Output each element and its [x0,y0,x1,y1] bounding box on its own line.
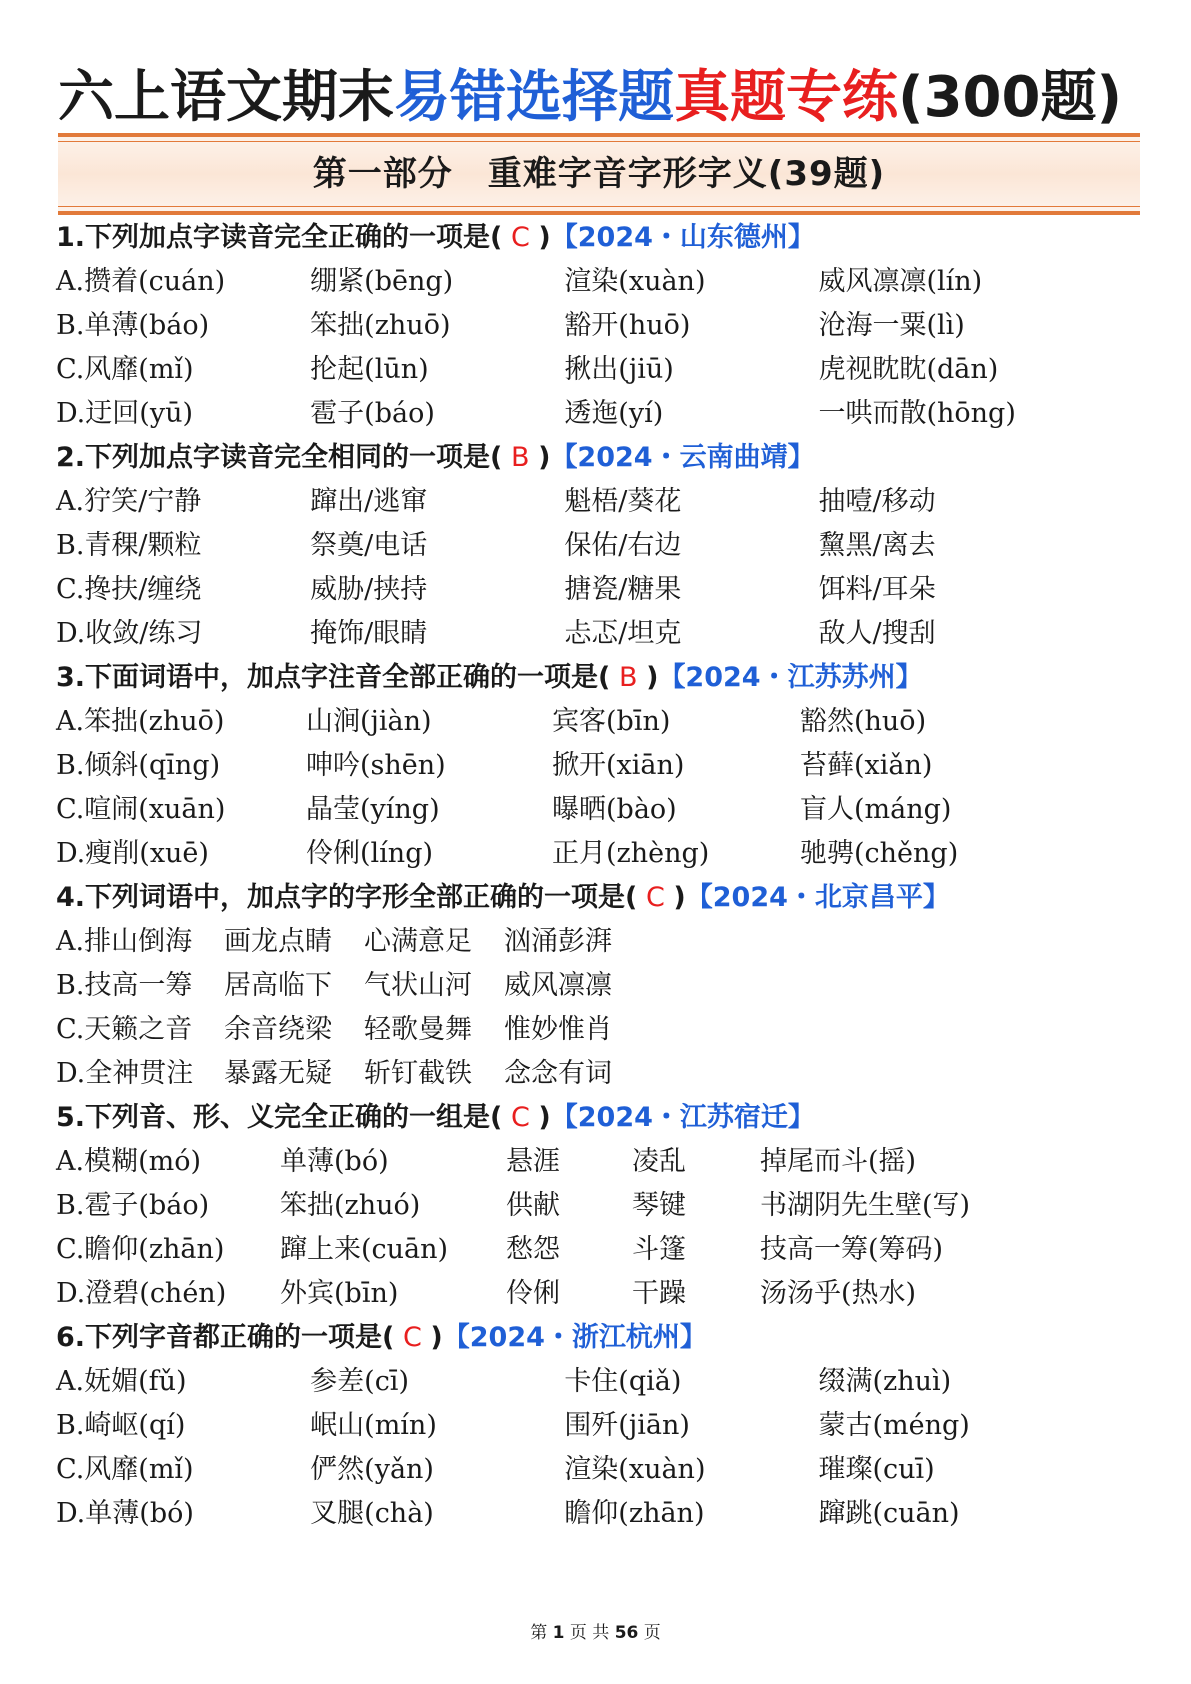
option-text: 妩媚(fǔ) [84,1366,187,1397]
option-text: 蹿出/逃窜 [310,486,428,517]
option-first-item [56,1360,310,1404]
option-first-item [56,260,310,304]
option-text: 雹子(báo) [84,1190,210,1221]
option-label: A. [56,1366,85,1397]
option-text: 渲染(xuàn) [564,1454,706,1485]
option-first-item [56,524,310,568]
option-row [56,524,1156,568]
option-text: 暴露无疑 [224,1058,332,1089]
option-item [760,1272,1100,1316]
stem-text: 1.下列加点字读音完全正确的一项是( [56,222,503,253]
option-first-item [56,700,306,744]
option-item [800,744,1140,788]
option-item [818,1492,1156,1536]
option-first-item [56,1404,310,1448]
option-text: 外宾(bīn) [280,1278,399,1309]
option-first-item [56,788,306,832]
option-first-item [56,1492,310,1536]
option-text: 笨拙(zhuō) [310,310,451,341]
option-text: 惟妙惟肖 [504,1014,612,1045]
option-item [506,1184,632,1228]
stem-close-paren: ) [673,882,686,913]
option-item [760,1228,1100,1272]
option-text: 汤汤乎(热水) [760,1278,917,1309]
option-text: 抽噎/移动 [818,486,936,517]
option-text: 揪出(jiū) [564,354,674,385]
option-item [564,1404,818,1448]
option-item [224,920,364,964]
option-text: 搀扶/缠绕 [84,574,202,605]
question-stem [56,656,1156,700]
option-item [818,1360,1156,1404]
option-label: D. [56,618,86,649]
option-first-item [56,568,310,612]
option-label: D. [56,398,86,429]
option-text: 沧海一粟(lì) [818,310,965,341]
option-item [552,788,800,832]
option-item [504,920,844,964]
option-text: 轻歌曼舞 [364,1014,472,1045]
option-text: 缀满(zhuì) [818,1366,952,1397]
option-text: 画龙点睛 [224,926,332,957]
option-item [310,1492,564,1536]
title-part-3: 真题专练 [674,65,898,130]
stem-close-paren: ) [538,1102,551,1133]
option-text: 凌乱 [632,1146,686,1177]
option-item [306,788,552,832]
option-text: 供献 [506,1190,560,1221]
option-text: 威胁/挟持 [310,574,428,605]
option-text: 忐忑/坦克 [564,618,682,649]
option-text: 透迤(yí) [564,398,664,429]
option-label: A. [56,486,85,517]
option-label: C. [56,574,85,605]
option-text: 排山倒海 [84,926,193,957]
option-row [56,1448,1156,1492]
option-label: B. [56,310,85,341]
option-text: 祭奠/电话 [310,530,428,561]
option-item [564,304,818,348]
answer-letter: C [502,1102,539,1133]
option-item [224,1052,364,1096]
option-item [818,480,1156,524]
option-text: 倾斜(qīng) [84,750,221,781]
option-first-item [56,1052,224,1096]
footer-pre: 第 [530,1623,553,1643]
answer-letter: C [394,1322,431,1353]
option-first-item [56,1184,280,1228]
section-banner [58,133,1140,215]
option-item [818,1448,1156,1492]
option-text: 魁梧/葵花 [564,486,682,517]
option-text: 渲染(xuàn) [564,266,706,297]
option-text: 收敛/练习 [85,618,203,649]
source-tag: 【2024・云南曲靖】 [550,442,815,473]
option-text: 单薄(bó) [280,1146,389,1177]
option-item [818,568,1156,612]
question-5 [56,1096,1156,1316]
option-first-item [56,1228,280,1272]
option-label: C. [56,794,85,825]
source-tag: 【2024・浙江杭州】 [442,1322,707,1353]
option-text: 掉尾而斗(摇) [760,1146,917,1177]
answer-letter: C [637,882,674,913]
option-text: 风靡(mǐ) [84,354,194,385]
question-1 [56,216,1156,436]
option-label: D. [56,838,86,869]
option-text: 掀开(xiān) [552,750,685,781]
option-text: 居高临下 [224,970,332,1001]
option-item [564,1492,818,1536]
option-text: 斗篷 [632,1234,686,1265]
option-item [760,1140,1100,1184]
option-item [310,1404,564,1448]
option-text: 全神贯注 [85,1058,194,1089]
option-item [310,1448,564,1492]
option-label: C. [56,1454,85,1485]
question-6 [56,1316,1156,1536]
option-row [56,964,1156,1008]
option-text: 天籁之音 [84,1014,193,1045]
option-row [56,348,1156,392]
option-text: 念念有词 [504,1058,612,1089]
option-item [818,612,1156,656]
option-row [56,1140,1156,1184]
option-text: 绷紧(bēng) [310,266,454,297]
option-text: 雹子(báo) [310,398,435,429]
option-row [56,1272,1156,1316]
footer-page-number: 1 [552,1623,565,1643]
option-label: A. [56,926,85,957]
option-item [364,1008,504,1052]
option-text: 崎岖(qí) [84,1410,186,1441]
stem-text: 6.下列字音都正确的一项是( [56,1322,395,1353]
option-text: 叉腿(chà) [310,1498,434,1529]
option-row [56,612,1156,656]
option-first-item [56,1272,280,1316]
option-item [818,304,1156,348]
option-text: 瘦削(xuē) [85,838,209,869]
option-text: 蒙古(méng) [818,1410,970,1441]
option-label: C. [56,1014,85,1045]
option-text: 悬涯 [506,1146,560,1177]
option-item [552,744,800,788]
option-text: 豁然(huō) [800,706,927,737]
footer-post: 页 [638,1623,661,1643]
option-row [56,700,1156,744]
option-text: 单薄(bó) [85,1498,194,1529]
option-item [552,700,800,744]
option-first-item [56,612,310,656]
option-item [818,1404,1156,1448]
option-text: 卡住(qiǎ) [564,1366,682,1397]
option-text: 笨拙(zhuō) [84,706,225,737]
title-part-1: 六上语文期末 [58,65,394,130]
option-item [224,964,364,1008]
option-row [56,920,1156,964]
option-text: 心满意足 [364,926,472,957]
option-label: C. [56,354,85,385]
question-stem [56,436,1156,480]
option-label: D. [56,1498,86,1529]
option-text: 敌人/搜刮 [818,618,936,649]
stem-close-paren: ) [646,662,659,693]
option-item [306,832,552,876]
option-text: 围歼(jiān) [564,1410,690,1441]
option-text: 干躁 [632,1278,686,1309]
option-item [564,524,818,568]
option-text: 山涧(jiàn) [306,706,432,737]
option-item [564,612,818,656]
option-item [310,480,564,524]
stem-text: 4.下列词语中，加点字的字形全部正确的一项是( [56,882,638,913]
option-text: 保佑/右边 [564,530,682,561]
source-tag: 【2024・山东德州】 [550,222,815,253]
option-row [56,1360,1156,1404]
option-item [310,1360,564,1404]
option-text: 搪瓷/糖果 [564,574,682,605]
option-row [56,304,1156,348]
option-item [800,832,1140,876]
footer-total-pages: 56 [614,1623,639,1643]
option-row [56,480,1156,524]
option-text: 气状山河 [364,970,472,1001]
option-text: 威风凛凛(lín) [818,266,983,297]
option-row [56,788,1156,832]
option-label: B. [56,750,85,781]
option-item [800,700,1140,744]
question-3 [56,656,1156,876]
option-text: 虎视眈眈(dān) [818,354,999,385]
stem-text: 3.下面词语中，加点字注音全部正确的一项是( [56,662,611,693]
option-row [56,1052,1156,1096]
option-text: 饵料/耳朵 [818,574,936,605]
option-label: B. [56,1410,85,1441]
option-text: 琴键 [632,1190,686,1221]
option-first-item [56,480,310,524]
option-text: 璀璨(cuī) [818,1454,935,1485]
option-item [632,1272,760,1316]
option-first-item [56,920,224,964]
option-item [506,1272,632,1316]
option-label: B. [56,530,85,561]
section-title: 第一部分 重难字音字形字义(39题) [312,154,886,194]
option-item [818,348,1156,392]
option-row [56,744,1156,788]
option-text: 抡起(lūn) [310,354,429,385]
option-text: 喧闹(xuān) [84,794,226,825]
option-label: B. [56,970,85,1001]
option-item [818,260,1156,304]
answer-letter: B [610,662,647,693]
option-text: 攒着(cuán) [84,266,226,297]
option-text: 掩饰/眼睛 [310,618,428,649]
option-item [310,524,564,568]
option-first-item [56,1448,310,1492]
option-row [56,1184,1156,1228]
option-item [506,1140,632,1184]
option-item [564,260,818,304]
option-text: 伶俐 [506,1278,560,1309]
option-item [364,920,504,964]
option-text: 蹿跳(cuān) [818,1498,960,1529]
option-text: 晶莹(yíng) [306,794,440,825]
option-label: C. [56,1234,85,1265]
option-text: 岷山(mín) [310,1410,437,1441]
option-item [310,348,564,392]
option-text: 盲人(máng) [800,794,952,825]
option-item [280,1228,506,1272]
question-stem [56,1316,1156,1360]
option-text: 瞻仰(zhān) [84,1234,225,1265]
option-text: 迂回(yū) [85,398,193,429]
title-part-4: (300题) [898,65,1123,130]
question-stem [56,876,1156,920]
option-item [504,1052,844,1096]
option-text: 呻吟(shēn) [306,750,446,781]
option-text: 澄碧(chén) [85,1278,227,1309]
option-item [504,1008,844,1052]
option-text: 愁怨 [506,1234,560,1265]
option-text: 狞笑/宁静 [84,486,202,517]
option-row [56,568,1156,612]
option-text: 风靡(mǐ) [84,1454,194,1485]
option-label: D. [56,1278,86,1309]
option-text: 青稞/颗粒 [84,530,202,561]
option-item [632,1228,760,1272]
option-first-item [56,964,224,1008]
option-item [564,392,818,436]
page-footer [0,1618,1191,1643]
option-first-item [56,304,310,348]
option-first-item [56,392,310,436]
option-item [564,480,818,524]
option-first-item [56,1008,224,1052]
option-item [280,1272,506,1316]
option-item [818,392,1156,436]
source-tag: 【2024・江苏苏州】 [658,662,923,693]
option-row [56,392,1156,436]
option-row [56,1492,1156,1536]
option-text: 黧黑/离去 [818,530,936,561]
option-first-item [56,1140,280,1184]
option-item [564,1360,818,1404]
question-4 [56,876,1156,1096]
option-row [56,1228,1156,1272]
option-item [552,832,800,876]
option-item [280,1184,506,1228]
option-text: 苔藓(xiǎn) [800,750,933,781]
option-row [56,1008,1156,1052]
option-text: 蹿上来(cuān) [280,1234,449,1265]
option-row [56,832,1156,876]
option-text: 余音绕梁 [224,1014,332,1045]
option-text: 参差(cī) [310,1366,409,1397]
option-text: 威风凛凛 [504,970,612,1001]
option-row [56,1404,1156,1448]
stem-text: 5.下列音、形、义完全正确的一组是( [56,1102,503,1133]
option-text: 技高一筹(筹码) [760,1234,944,1265]
option-item [800,788,1140,832]
question-2 [56,436,1156,656]
option-label: B. [56,1190,85,1221]
option-item [310,612,564,656]
option-text: 俨然(yǎn) [310,1454,434,1485]
stem-close-paren: ) [538,442,551,473]
option-text: 瞻仰(zhān) [564,1498,705,1529]
option-item [564,348,818,392]
question-list [56,216,1156,1536]
source-tag: 【2024・江苏宿迁】 [550,1102,815,1133]
stem-close-paren: ) [538,222,551,253]
option-item [564,1448,818,1492]
option-row [56,260,1156,304]
option-text: 技高一筹 [84,970,193,1001]
answer-letter: B [502,442,539,473]
option-item [224,1008,364,1052]
option-item [818,524,1156,568]
option-first-item [56,832,306,876]
option-text: 汹涌彭湃 [504,926,612,957]
question-stem [56,1096,1156,1140]
option-first-item [56,348,310,392]
footer-mid: 页 共 [564,1623,615,1643]
option-label: A. [56,266,85,297]
question-stem [56,216,1156,260]
option-item [280,1140,506,1184]
option-item [306,700,552,744]
option-text: 伶俐(líng) [306,838,434,869]
option-item [506,1228,632,1272]
stem-close-paren: ) [430,1322,443,1353]
option-item [504,964,844,1008]
option-item [310,568,564,612]
option-text: 驰骋(chěng) [800,838,959,869]
option-item [564,568,818,612]
option-item [306,744,552,788]
option-label: A. [56,706,85,737]
option-first-item [56,744,306,788]
option-item [632,1184,760,1228]
option-text: 曝晒(bào) [552,794,677,825]
option-text: 豁开(huō) [564,310,691,341]
option-text: 宾客(bīn) [552,706,671,737]
option-text: 一哄而散(hōng) [818,398,1016,429]
stem-text: 2.下列加点字读音完全相同的一项是( [56,442,503,473]
option-item [364,1052,504,1096]
option-text: 斩钉截铁 [364,1058,472,1089]
option-item [364,964,504,1008]
source-tag: 【2024・北京昌平】 [685,882,950,913]
option-label: A. [56,1146,85,1177]
option-item [760,1184,1100,1228]
option-text: 书湖阴先生壁(写) [760,1190,971,1221]
option-item [310,392,564,436]
option-text: 模糊(mó) [84,1146,202,1177]
title-part-2: 易错选择题 [394,65,674,130]
answer-letter: C [502,222,539,253]
option-item [310,304,564,348]
option-item [310,260,564,304]
option-label: D. [56,1058,86,1089]
option-item [632,1140,760,1184]
option-text: 笨拙(zhuó) [280,1190,421,1221]
option-text: 单薄(báo) [84,310,210,341]
option-text: 正月(zhèng) [552,838,710,869]
document-title [58,58,1138,138]
